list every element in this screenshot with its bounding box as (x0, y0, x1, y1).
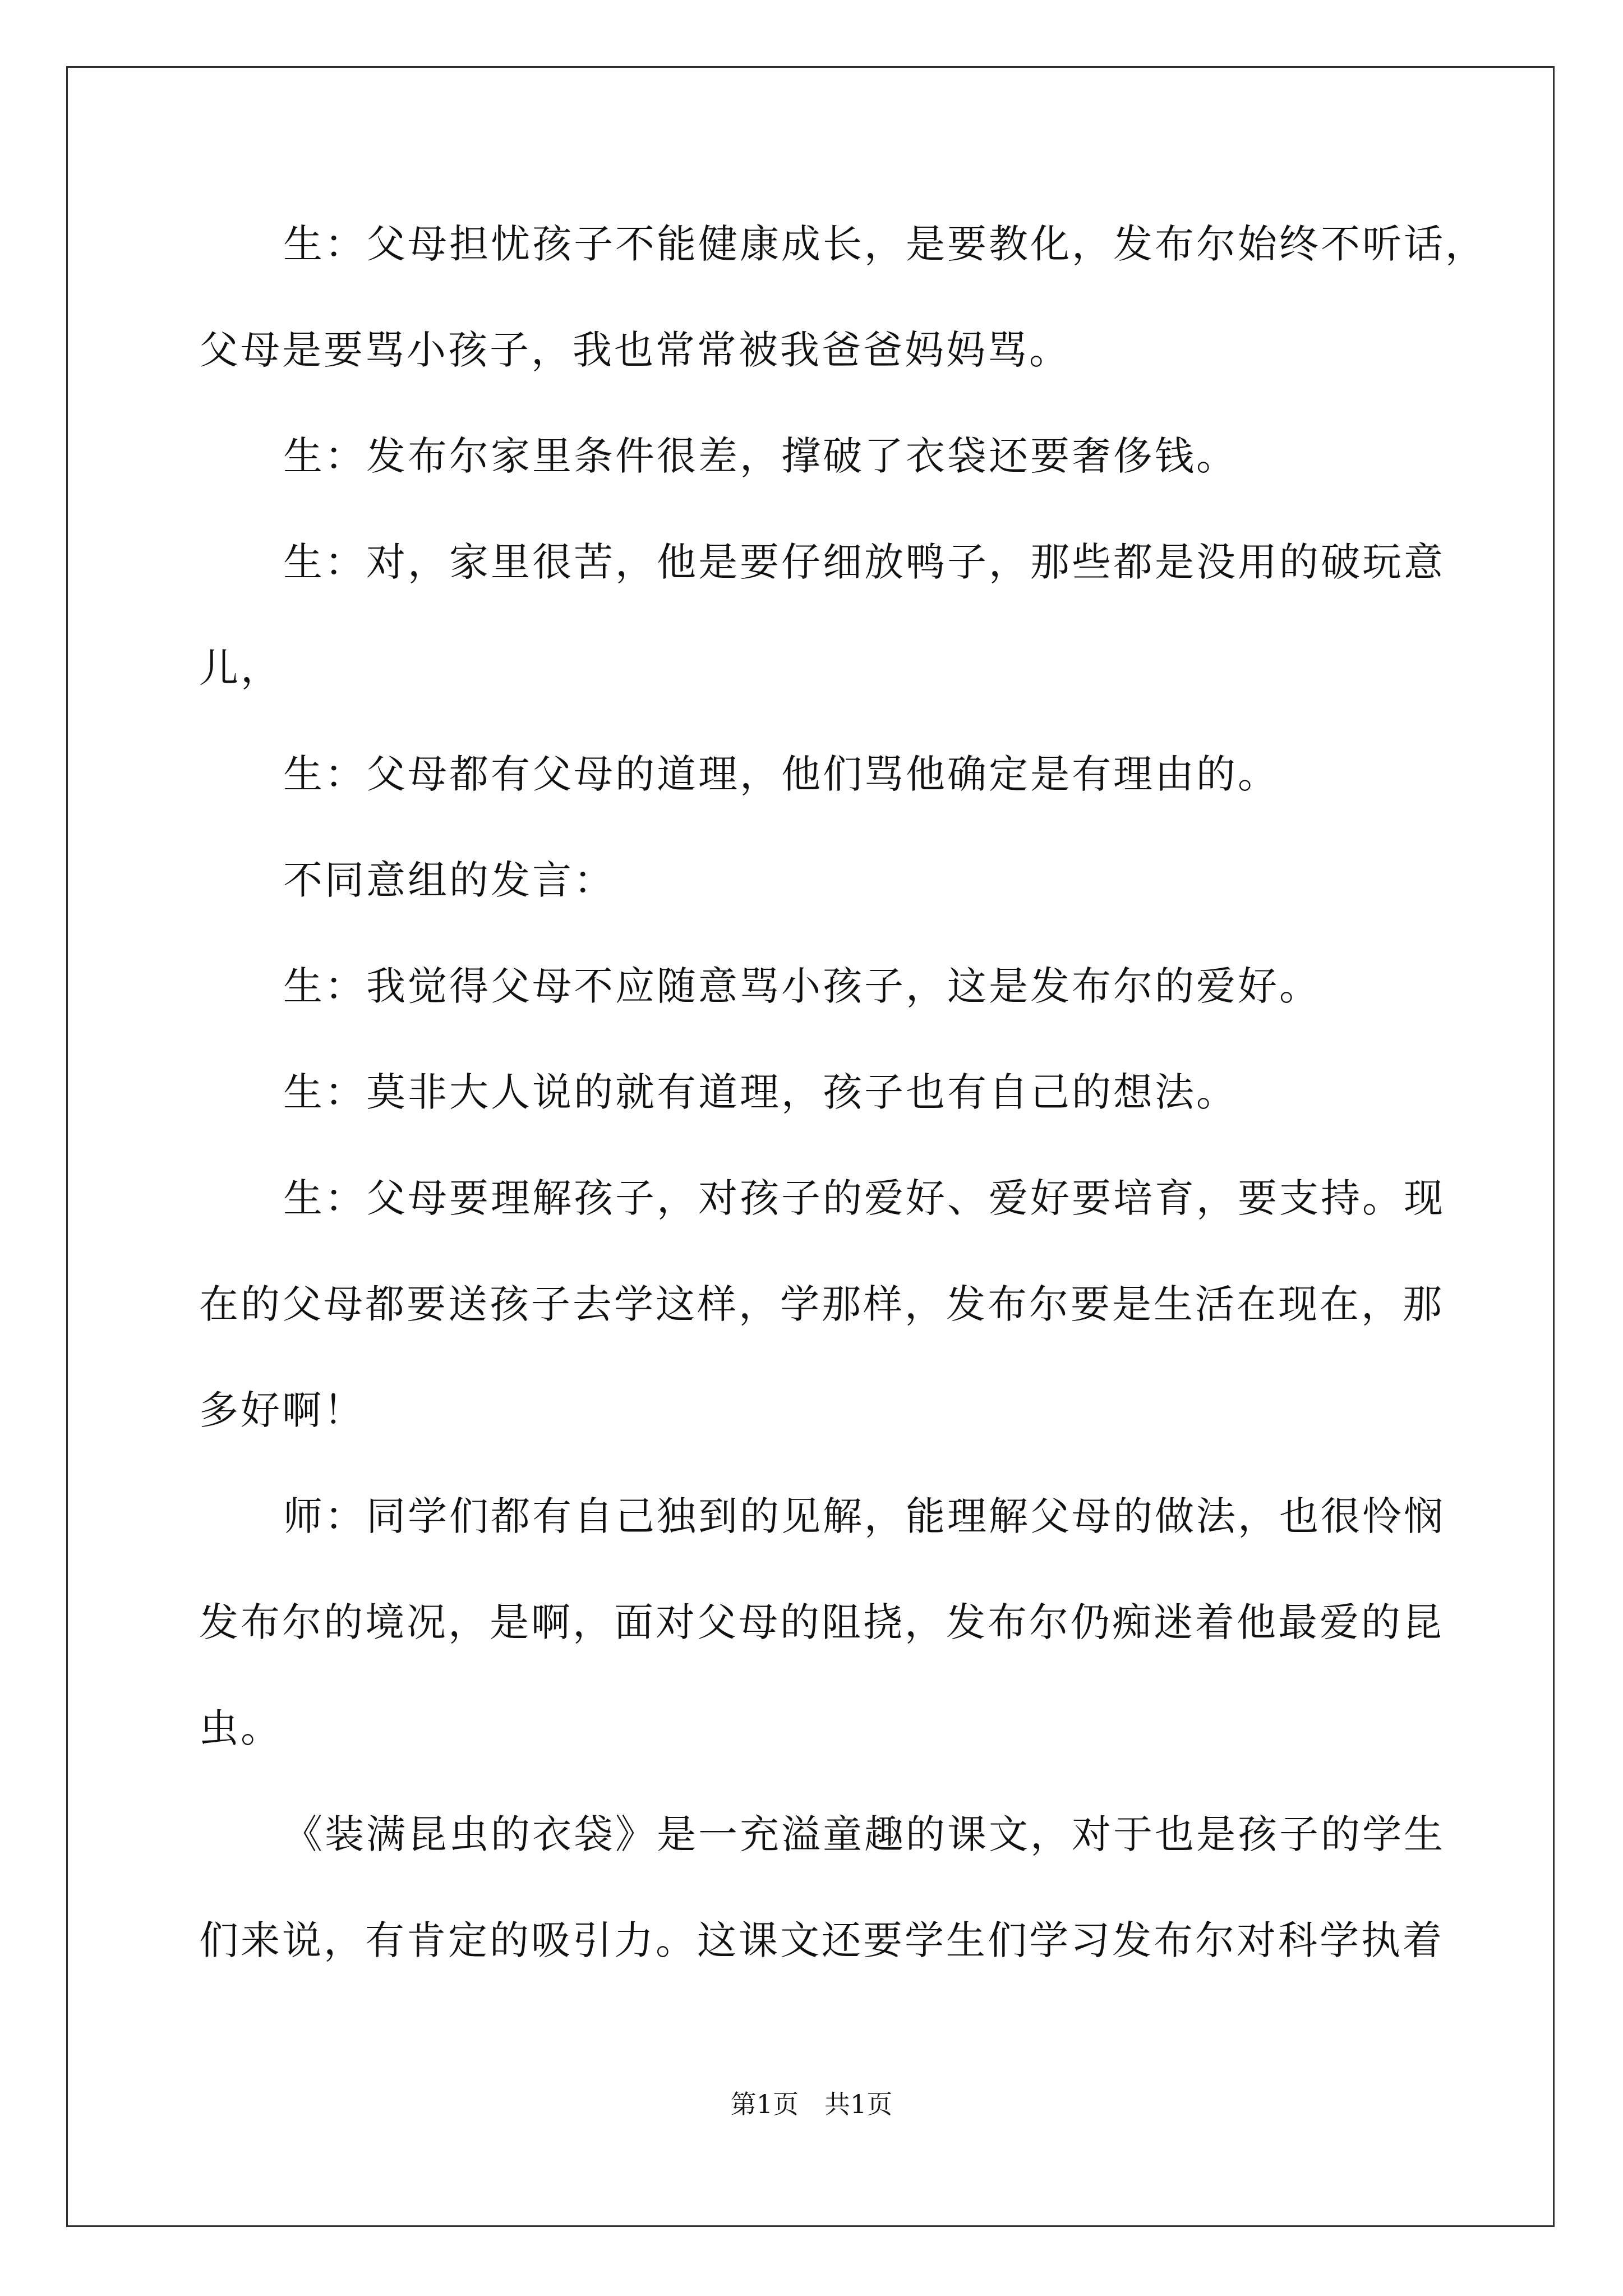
text-line: 发布尔的境况，是啊，面对父母的阻挠，发布尔仍痴迷着他最爱的昆 (199, 1599, 1444, 1645)
text-line: 生：父母担忧孩子不能健康成长，是要教化，发布尔始终不听话， (283, 221, 1487, 267)
text-line: 不同意组的发言： (283, 857, 615, 903)
page-footer: 第1页 共1页 (730, 2089, 893, 2119)
text-line: 父母是要骂小孩子，我也常常被我爸爸妈妈骂。 (199, 327, 1071, 373)
text-line: 虫。 (199, 1705, 282, 1751)
text-line: 生：父母都有父母的道理，他们骂他确定是有理由的。 (283, 751, 1279, 797)
document-body (199, 221, 1487, 2027)
text-line: 《装满昆虫的衣袋》是一充溢童趣的课文，对于也是孩子的学生 (283, 1811, 1445, 1857)
text-line: 生：对，家里很苦，他是要仔细放鸭子，那些都是没用的破玩意 (283, 539, 1445, 585)
text-line: 在的父母都要送孩子去学这样，学那样，发布尔要是生活在现在，那 (199, 1281, 1444, 1327)
text-line: 生：莫非大人说的就有道理，孩子也有自己的想法。 (283, 1069, 1238, 1115)
text-line: 多好啊！ (199, 1387, 365, 1433)
text-line: 们来说，有肯定的吸引力。这课文还要学生们学习发布尔对科学执着 (199, 1917, 1444, 1963)
text-line: 师：同学们都有自己独到的见解，能理解父母的做法，也很怜悯 (283, 1493, 1445, 1539)
text-line: 生：发布尔家里条件很差，撑破了衣袋还要奢侈钱。 (283, 433, 1238, 479)
text-line: 生：父母要理解孩子，对孩子的爱好、爱好要培育，要支持。现 (283, 1175, 1445, 1221)
text-line: 生：我觉得父母不应随意骂小孩子，这是发布尔的爱好。 (283, 963, 1321, 1009)
text-line: 儿， (199, 645, 282, 691)
